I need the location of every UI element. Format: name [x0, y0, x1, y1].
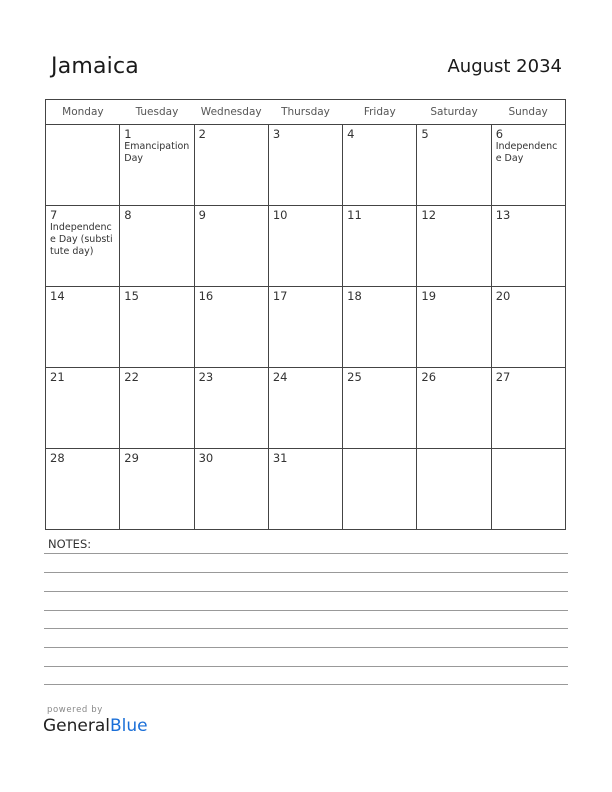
day-number: 19 — [421, 289, 437, 303]
week-row — [46, 287, 566, 368]
day-number: 26 — [421, 370, 437, 384]
day-cell — [268, 287, 342, 368]
day-cell — [194, 449, 268, 530]
day-number: 21 — [50, 370, 65, 384]
day-cell — [417, 125, 491, 206]
day-cell — [343, 287, 417, 368]
day-cell — [491, 125, 565, 206]
week-row — [46, 206, 566, 287]
day-cell — [343, 206, 417, 287]
day-number: 5 — [421, 127, 429, 141]
day-cell — [46, 449, 120, 530]
day-cell — [194, 125, 268, 206]
day-cell — [268, 368, 342, 449]
weekday-header: Wednesday — [194, 100, 268, 125]
week-row — [46, 449, 566, 530]
day-number: 16 — [198, 289, 214, 303]
day-number: 12 — [421, 208, 437, 222]
day-number: 28 — [50, 451, 65, 465]
week-row — [46, 125, 566, 206]
day-number: 22 — [124, 370, 139, 384]
day-cell — [417, 449, 491, 530]
day-number: 9 — [198, 208, 206, 222]
day-number: 20 — [495, 289, 511, 303]
notes-line — [44, 666, 568, 667]
day-cell — [417, 287, 491, 368]
holiday-label: Emancipation Day — [124, 141, 190, 164]
weekday-header: Tuesday — [120, 100, 194, 125]
day-cell — [120, 206, 194, 287]
day-cell — [194, 287, 268, 368]
day-cell — [194, 368, 268, 449]
day-number: 29 — [124, 451, 139, 465]
day-cell — [491, 449, 565, 530]
weekday-header: Monday — [46, 100, 120, 125]
day-number: 6 — [495, 127, 504, 141]
weekday-header: Friday — [343, 100, 417, 125]
generalblue-logo — [43, 716, 148, 736]
day-cell — [417, 206, 491, 287]
day-cell — [46, 287, 120, 368]
day-cell — [46, 206, 120, 287]
weekday-header: Saturday — [417, 100, 491, 125]
day-cell — [491, 368, 565, 449]
day-cell — [120, 449, 194, 530]
day-cell — [120, 125, 194, 206]
notes-line — [44, 553, 568, 554]
day-number: 15 — [124, 289, 139, 303]
day-number: 4 — [347, 127, 355, 141]
day-number: 25 — [347, 370, 362, 384]
brand-blue: Blue — [110, 716, 148, 736]
day-cell — [46, 125, 120, 206]
weekday-header: Sunday — [491, 100, 565, 125]
weekday-header-row — [46, 100, 566, 125]
day-cell — [268, 125, 342, 206]
day-cell — [343, 125, 417, 206]
day-number: 31 — [272, 451, 288, 465]
holiday-label: Independence Day (substitute day) — [50, 222, 113, 257]
day-number: 1 — [124, 127, 132, 141]
day-number: 2 — [198, 127, 206, 141]
notes-line — [44, 610, 568, 611]
month-year-title: August 2034 — [447, 56, 562, 77]
day-cell — [120, 368, 194, 449]
day-number: 30 — [198, 451, 214, 465]
day-number: 27 — [495, 370, 511, 384]
day-cell — [268, 449, 342, 530]
day-number: 18 — [347, 289, 362, 303]
day-cell — [491, 206, 565, 287]
day-number: 17 — [272, 289, 288, 303]
calendar-grid — [45, 99, 566, 530]
week-row — [46, 368, 566, 449]
day-number: 8 — [124, 208, 132, 222]
day-cell — [343, 449, 417, 530]
holiday-label: Independence Day — [495, 141, 558, 164]
weekday-header: Thursday — [268, 100, 342, 125]
day-number: 3 — [272, 127, 281, 141]
day-number: 7 — [50, 208, 58, 222]
day-number: 14 — [50, 289, 65, 303]
day-number: 11 — [347, 208, 362, 222]
day-number: 10 — [272, 208, 288, 222]
powered-by-text: powered by — [47, 705, 103, 715]
country-title: Jamaica — [51, 54, 139, 79]
day-cell — [268, 206, 342, 287]
day-number: 23 — [198, 370, 214, 384]
notes-line — [44, 684, 568, 685]
notes-line — [44, 628, 568, 629]
day-cell — [491, 287, 565, 368]
day-cell — [120, 287, 194, 368]
day-cell — [343, 368, 417, 449]
notes-label: NOTES: — [48, 537, 92, 551]
notes-line — [44, 572, 568, 573]
day-number: 13 — [495, 208, 511, 222]
day-cell — [194, 206, 268, 287]
notes-line — [44, 647, 568, 648]
day-cell — [46, 368, 120, 449]
day-cell — [417, 368, 491, 449]
notes-line — [44, 591, 568, 592]
brand-general: General — [43, 716, 110, 736]
day-number: 24 — [272, 370, 288, 384]
